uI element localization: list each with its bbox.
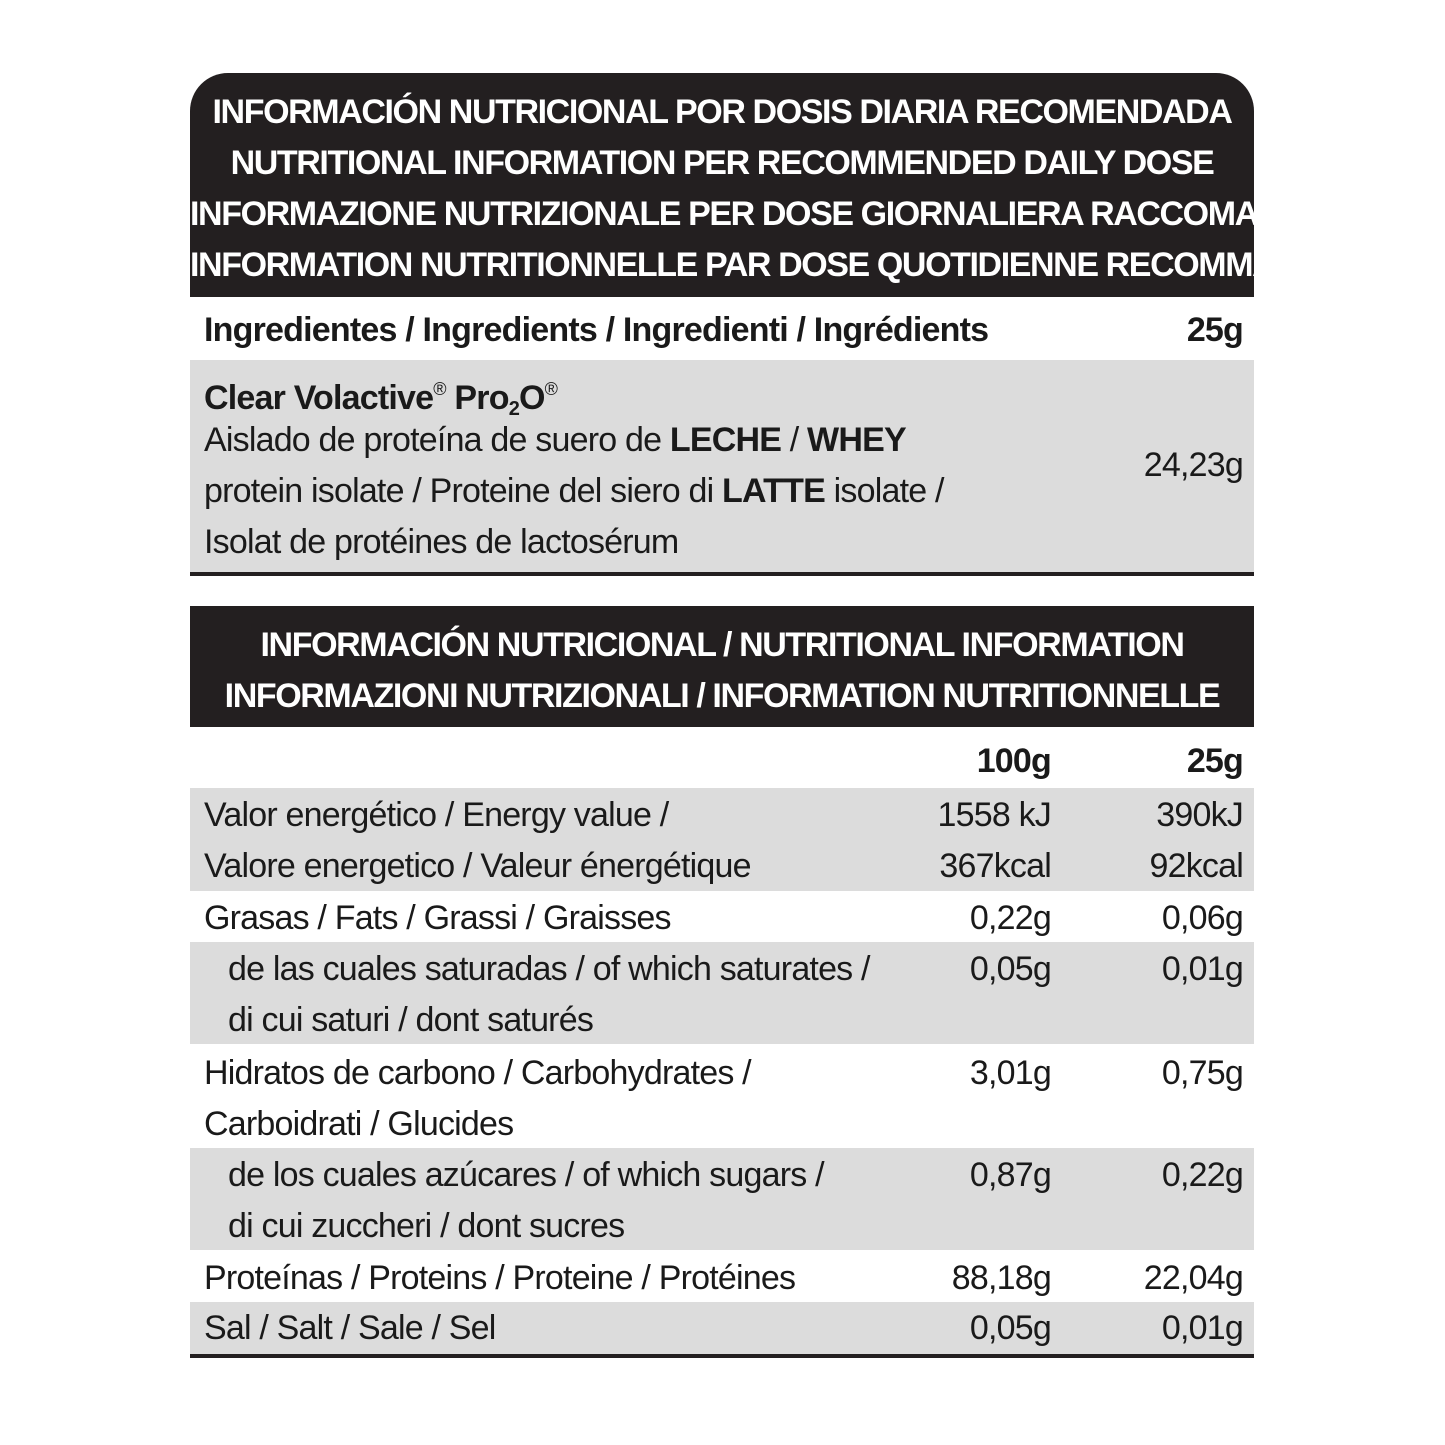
col-header-100g: 100g <box>976 742 1051 780</box>
ingredients-header-row <box>190 297 1254 360</box>
column-header-row <box>190 727 1254 788</box>
carbohydrates-100g: 3,01g <box>969 1054 1051 1092</box>
carbohydrates-label-2: Carboidrati / Glucides <box>204 1105 514 1143</box>
nutrition-panel <box>190 606 1254 1358</box>
saturates-row <box>190 942 1254 1044</box>
ingredient-line-1: Aislado de proteína de suero de LECHE / WHEY <box>204 421 906 459</box>
carbohydrates-25g: 0,75g <box>1161 1054 1243 1092</box>
proteins-row <box>190 1250 1254 1302</box>
header-line-it: INFORMAZIONE NUTRIZIONALE PER DOSE GIORNALIERA RACCOMANDATA <box>190 195 1365 233</box>
header-line-it-fr: INFORMAZIONI NUTRIZIONALI / INFORMATION NUTRITIONNELLE <box>224 677 1220 715</box>
salt-label: Sal / Salt / Sale / Sel <box>204 1309 496 1347</box>
daily-dose-header <box>190 73 1365 297</box>
saturates-label-1: de las cuales saturadas / of which saturates / <box>228 950 870 988</box>
ingredient-line-3: Isolat de protéines de lactosérum <box>204 523 679 561</box>
ingredients-amount: 25g <box>1186 311 1243 349</box>
energy-kcal-25g: 92kcal <box>1149 847 1243 885</box>
proteins-label: Proteínas / Proteins / Proteine / Protéines <box>204 1259 796 1297</box>
energy-kj-100g: 1558 kJ <box>937 796 1051 834</box>
saturates-label-2: di cui saturi / dont saturés <box>228 1001 594 1039</box>
header-line-es-en: INFORMACIÓN NUTRICIONAL / NUTRITIONAL INFORMATION <box>260 626 1184 664</box>
energy-kcal-100g: 367kcal <box>939 847 1051 885</box>
carbohydrates-row <box>190 1044 1254 1148</box>
divider <box>190 572 1254 576</box>
fats-25g: 0,06g <box>1161 899 1243 937</box>
salt-25g: 0,01g <box>1161 1309 1243 1347</box>
sugars-label-1: de los cuales azúcares / of which sugars / <box>228 1156 824 1194</box>
sugars-100g: 0,87g <box>969 1156 1051 1194</box>
proteins-25g: 22,04g <box>1143 1259 1243 1297</box>
saturates-100g: 0,05g <box>969 950 1051 988</box>
sugars-25g: 0,22g <box>1161 1156 1243 1194</box>
fats-label: Grasas / Fats / Grassi / Graisses <box>204 899 671 937</box>
divider <box>190 1354 1254 1358</box>
header-line-en: NUTRITIONAL INFORMATION PER RECOMMENDED DAILY DOSE <box>230 144 1214 182</box>
daily-dose-panel <box>190 73 1365 576</box>
salt-row <box>190 1302 1254 1354</box>
ingredient-line-2: protein isolate / Proteine del siero di LATTE isolate / <box>204 472 944 510</box>
energy-row <box>190 788 1254 891</box>
fats-row <box>190 891 1254 942</box>
salt-100g: 0,05g <box>969 1309 1051 1347</box>
saturates-25g: 0,01g <box>1161 950 1243 988</box>
sugars-label-2: di cui zuccheri / dont sucres <box>228 1207 625 1245</box>
ingredient-amount: 24,23g <box>1143 446 1243 484</box>
energy-kj-25g: 390kJ <box>1156 796 1243 834</box>
ingredient-row <box>190 360 1254 572</box>
ingredients-label: Ingredientes / Ingredients / Ingredienti / Ingrédients <box>204 311 989 349</box>
sugars-row <box>190 1148 1254 1250</box>
col-header-25g: 25g <box>1186 742 1243 780</box>
proteins-100g: 88,18g <box>951 1259 1051 1297</box>
product-name: Clear Volactive® Pro$_2$O® <box>204 379 558 420</box>
nutrition-header <box>190 606 1254 727</box>
energy-label-2: Valore energetico / Valeur énergétique <box>204 847 751 885</box>
header-line-es: INFORMACIÓN NUTRICIONAL POR DOSIS DIARIA RECOMENDADA <box>212 93 1232 131</box>
header-line-fr: INFORMATION NUTRITIONNELLE PAR DOSE QUOTIDIENNE RECOMMANDÉE <box>190 246 1365 284</box>
carbohydrates-label-1: Hidratos de carbono / Carbohydrates / <box>204 1054 751 1092</box>
fats-100g: 0,22g <box>969 899 1051 937</box>
energy-label-1: Valor energético / Energy value / <box>204 796 669 834</box>
